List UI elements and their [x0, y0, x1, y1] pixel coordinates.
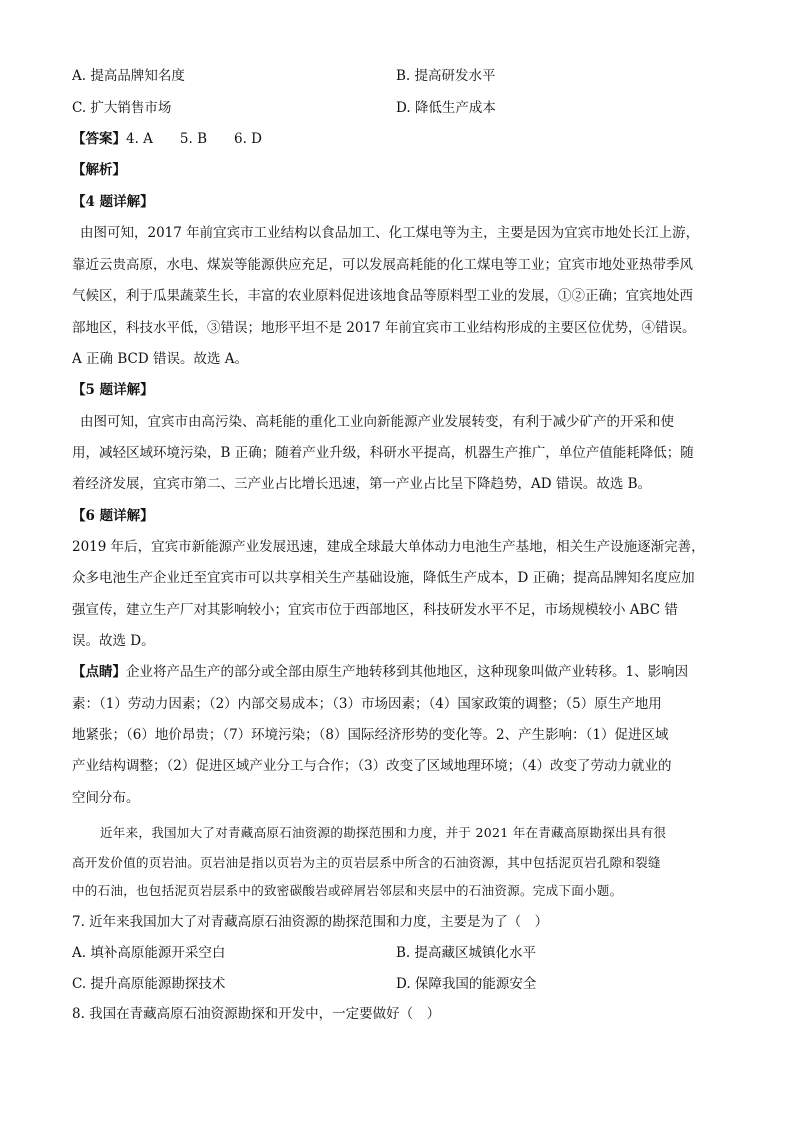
q4-line: 部地区，科技水平低，③错误；地形平坦不是 2017 年前宜宾市工业结构形成的主要区位优势，④错误。 — [72, 320, 696, 336]
tip-line: 素：（1）劳动力因素；（2）内部交易成本；（3）市场因素；（4）国家政策的调整；（5）原生产地用 — [72, 696, 662, 712]
q6-line: 2019 年后，宜宾市新能源产业发展迅速，建成全球最大单体动力电池生产基地，相关生产设施逐渐完善， — [72, 539, 705, 555]
q5-line: 用，减轻区域环境污染，B 正确；随着产业升级，科研水平提高，机器生产推广，单位产值能耗降低；随 — [72, 445, 694, 461]
tip-row — [72, 662, 688, 682]
q4-line: 靠近云贵高原，水电、煤炭等能源供应充足，可以发展高耗能的化工煤电等工业；宜宾市地处亚热带季风 — [72, 257, 693, 273]
tip-line: 企业将产品生产的部分或全部由原生产地转移到其他地区，这种现象叫做产业转移。1、影响因 — [126, 664, 689, 680]
option-b: B. 提高研发水平 — [396, 68, 496, 84]
tip-line: 地紧张；（6）地价昂贵；（7）环境污染；（8）国际经济形势的变化等。2、产生影响：（1）促进区域 — [72, 727, 669, 743]
q5-line: 由图可知，宜宾市由高污染、高耗能的重化工业向新能源产业发展转变，有利于减少矿产的开采和使 — [80, 414, 674, 430]
q5-line: 着经济发展，宜宾市第二、三产业占比增长迅速，第一产业占比呈下降趋势，AD 错误。故选 B。 — [72, 476, 652, 492]
q7-option-a: A. 填补高原能源开采空白 — [72, 945, 226, 961]
tip-label: 【点睛】 — [72, 664, 126, 680]
tip-line: 空间分布。 — [72, 790, 140, 806]
answer-label: 【答案】 — [72, 131, 126, 147]
q7-option-c: C. 提升高原能源勘探技术 — [72, 976, 226, 992]
q4-line: 气候区，利于瓜果蔬菜生长，丰富的农业原料促进该地食品等原料型工业的发展，①②正确；宜宾地处西 — [72, 288, 693, 304]
analysis-label: 【解析】 — [72, 162, 126, 178]
answer-row — [72, 129, 262, 149]
q4-heading: 【4 题详解】 — [72, 194, 154, 210]
q7-option-d: D. 保障我国的能源安全 — [396, 976, 537, 992]
q5-heading: 【5 题详解】 — [72, 382, 154, 398]
tip-line: 产业结构调整；（2）促进区域产业分工与合作；（3）改变了区域地理环境；（4）改变了劳动力就业的 — [72, 758, 672, 774]
q7-stem: 7. 近年来我国加大了对青藏高原石油资源的勘探范围和力度，主要是为了（ ） — [72, 914, 549, 930]
option-d: D. 降低生产成本 — [396, 100, 496, 116]
passage-line: 近年来，我国加大了对青藏高原石油资源的勘探范围和力度，并于 2021 年在青藏高原勘探出具有很 — [100, 825, 667, 840]
q6-heading: 【6 题详解】 — [72, 508, 154, 524]
q6-line: 众多电池生产企业迁至宜宾市可以共享相关生产基础设施，降低生产成本，D 正确；提高品牌知名度应加 — [72, 570, 695, 586]
q4-line: A 正确 BCD 错误。故选 A。 — [72, 351, 248, 367]
passage-line: 高开发价值的页岩油。页岩油是指以页岩为主的页岩层系中所含的石油资源，其中包括泥页岩孔隙和裂缝 — [72, 855, 661, 870]
q6-line: 强宣传，建立生产厂对其影响较小；宜宾市位于西部地区，科技研发水平不足，市场规模较小 ABC 错 — [72, 602, 678, 618]
q7-option-b: B. 提高藏区城镇化水平 — [396, 945, 537, 961]
q4-line: 由图可知，2017 年前宜宾市工业结构以食品加工、化工煤电等为主，主要是因为宜宾市地处长江上游， — [80, 225, 700, 241]
passage-line: 中的石油，也包括泥页岩层系中的致密碳酸岩或碎屑岩邻层和夹层中的石油资源。完成下面小题。 — [72, 883, 623, 898]
option-c: C. 扩大销售市场 — [72, 100, 172, 116]
option-a: A. 提高品牌知名度 — [72, 68, 185, 84]
q6-line: 误。故选 D。 — [72, 633, 155, 649]
q8-stem: 8. 我国在青藏高原石油资源勘探和开发中，一定要做好（ ） — [72, 1006, 441, 1022]
answer-text: 4. A 5. B 6. D — [126, 131, 263, 147]
